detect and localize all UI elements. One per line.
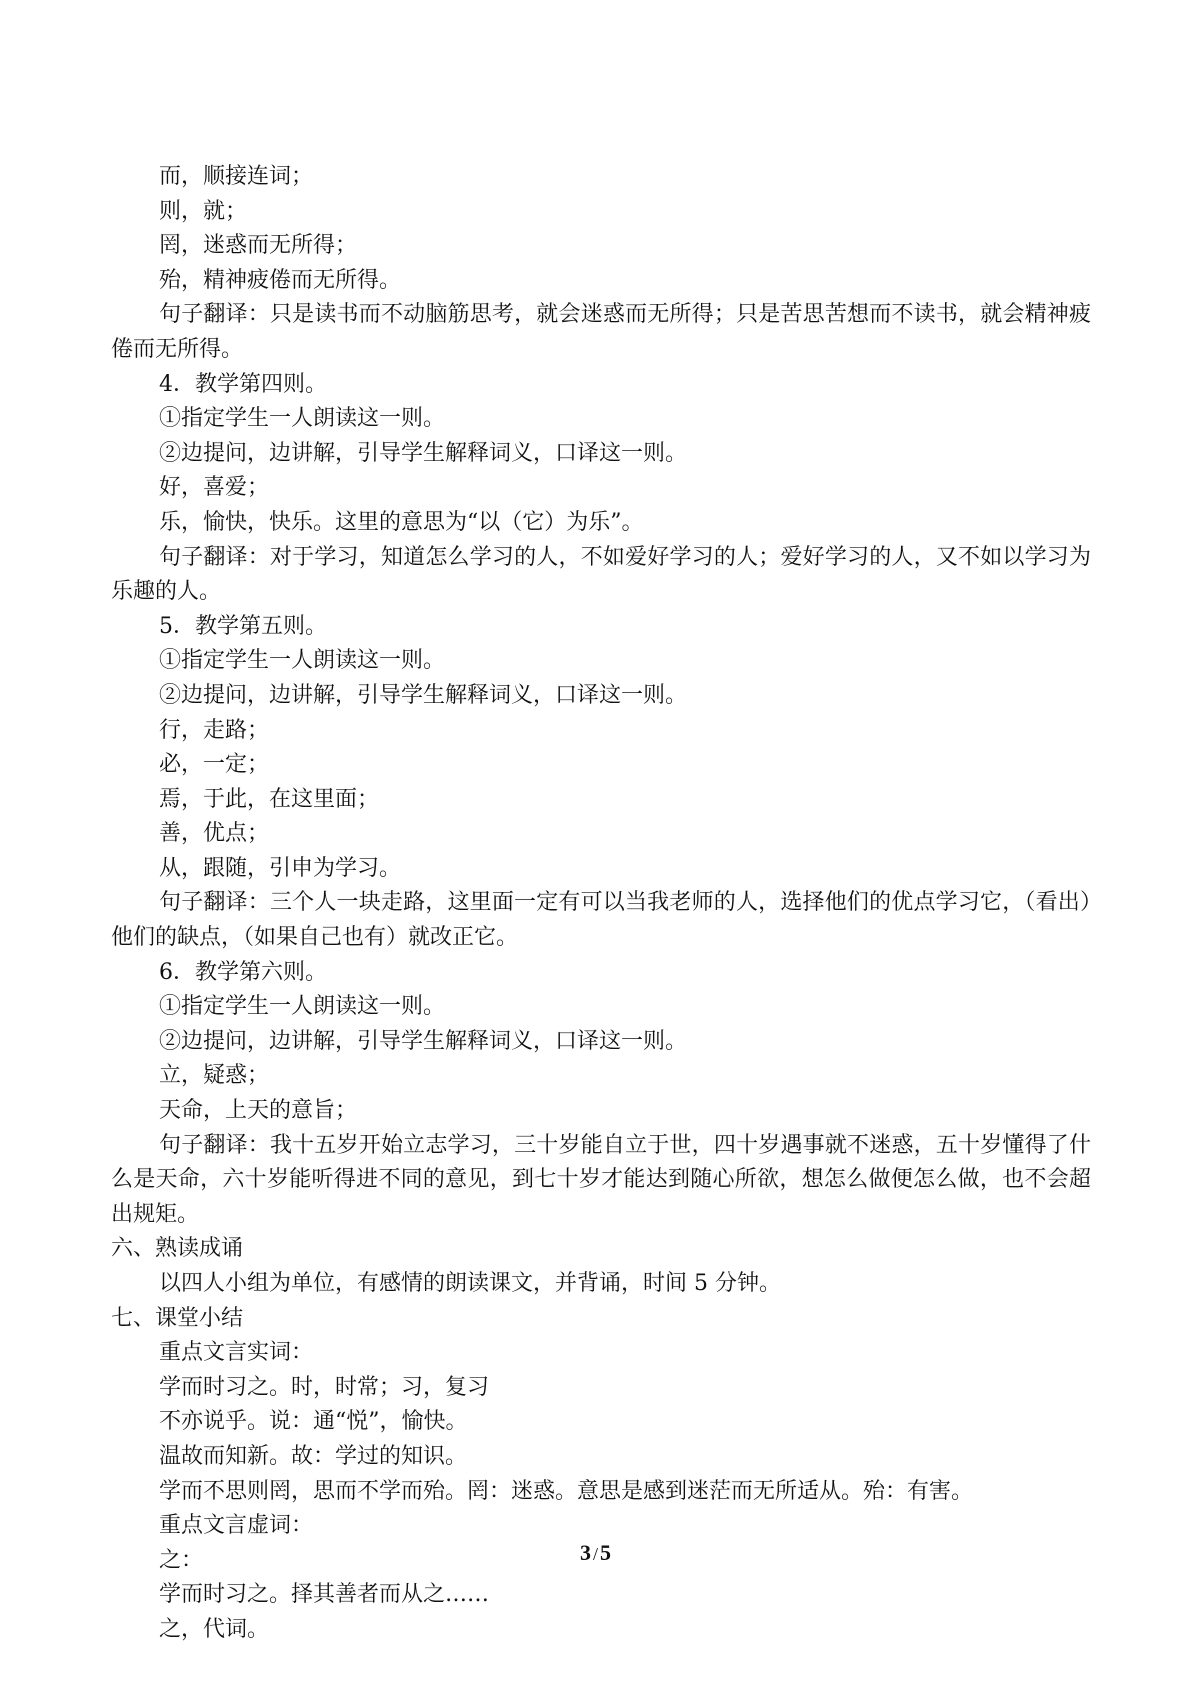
- paragraph: 句子翻译：我十五岁开始立志学习，三十岁能自立于世，四十岁遇事就不迷惑，五十岁懂得了什么是天命，六十岁能听得进不同的意见，到七十岁才能达到随心所欲，想怎么做便怎么做，也不会超出规矩。: [111, 1132, 1091, 1227]
- text-line: 学而时习之。时，时常；习，复习: [159, 1374, 490, 1400]
- text-line: 之，代词。: [159, 1616, 270, 1642]
- text-line: 学而时习之。择其善者而从之……: [159, 1582, 490, 1608]
- text-line: ①指定学生一人朗读这一则。: [159, 406, 446, 432]
- paragraph: 句子翻译：三个人一块走路，这里面一定有可以当我老师的人，选择他们的优点学习它，（看出）他们的缺点，（如果自己也有）就改正它。: [111, 890, 1091, 951]
- text-line: 乐，愉快，快乐。这里的意思为“以（它）为乐”。: [159, 509, 644, 535]
- text-line: 焉，于此，在这里面；: [159, 786, 380, 812]
- text-line: 善，优点；: [159, 821, 270, 847]
- text-line: 重点文言虚词：: [159, 1513, 314, 1539]
- text-line: 重点文言实词：: [159, 1340, 314, 1366]
- text-line: 4．教学第四则。: [159, 371, 327, 397]
- text-line: 6．教学第六则。: [159, 959, 327, 985]
- text-line: 立，疑惑；: [159, 1063, 270, 1089]
- text-line: 不亦说乎。说：通“悦”，愉快。: [159, 1409, 468, 1435]
- paragraph: 句子翻译：对于学习，知道怎么学习的人，不如爱好学习的人；爱好学习的人，又不如以学习为乐趣的人。: [111, 544, 1091, 605]
- text-line: 5．教学第五则。: [159, 613, 327, 639]
- text-line: ②边提问，边讲解，引导学生解释词义，口译这一则。: [159, 440, 688, 466]
- text-line: 从，跟随，引申为学习。: [159, 855, 402, 881]
- text-line: ①指定学生一人朗读这一则。: [159, 994, 446, 1020]
- text-line: 必，一定；: [159, 752, 270, 778]
- current-page: 3: [579, 1540, 591, 1565]
- text-line: ②边提问，边讲解，引导学生解释词义，口译这一则。: [159, 1028, 688, 1054]
- text-line: ①指定学生一人朗读这一则。: [159, 648, 446, 674]
- text-line: 而，顺接连词；: [159, 164, 314, 189]
- text-line: 则，就；: [159, 198, 248, 224]
- text-line: 学而不思则罔，思而不学而殆。罔：迷惑。意思是感到迷茫而无所适从。殆：有害。: [159, 1478, 974, 1504]
- text-line: 之：: [159, 1547, 204, 1573]
- page-number: [0, 1540, 1191, 1566]
- total-pages: 5: [600, 1540, 611, 1565]
- text-line: 罔，迷惑而无所得；: [159, 233, 358, 259]
- text-line: 行，走路；: [159, 717, 270, 743]
- text-line: 天命，上天的意旨；: [159, 1098, 358, 1124]
- document-body: [111, 160, 1091, 1648]
- section-heading: 六、熟读成诵: [111, 1236, 244, 1262]
- paragraph: 句子翻译：只是读书而不动脑筋思考，就会迷惑而无所得；只是苦思苦想而不读书，就会精神疲倦而无所得。: [111, 302, 1091, 362]
- text-line: 以四人小组为单位，有感情的朗读课文，并背诵，时间 5 分钟。: [159, 1271, 781, 1296]
- text-line: 温故而知新。故：学过的知识。: [159, 1443, 468, 1469]
- text-line: 殆，精神疲倦而无所得。: [159, 267, 402, 293]
- text-line: 好，喜爱；: [159, 475, 270, 501]
- text-line: ②边提问，边讲解，引导学生解释词义，口译这一则。: [159, 682, 688, 708]
- page-separator: /: [592, 1544, 598, 1564]
- section-heading: 七、课堂小结: [111, 1305, 244, 1331]
